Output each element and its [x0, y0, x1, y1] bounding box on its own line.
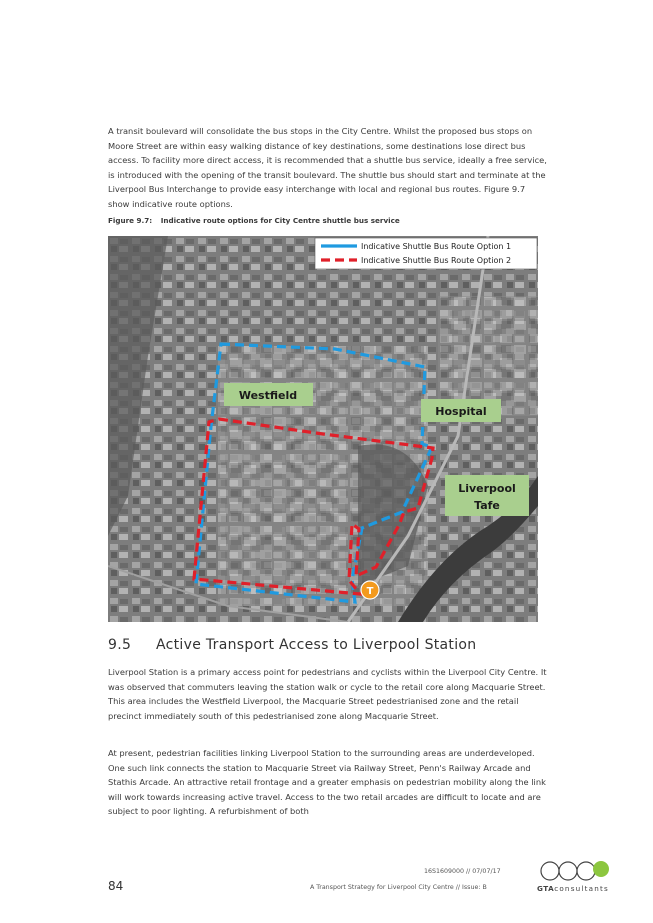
- footer-reference: 16S1609000 // 07/07/17: [424, 868, 501, 875]
- paragraph-station-access: Liverpool Station is a primary access point for pedestrians and cyclists within the Liverpool City Centre. It was observed that commuters leaving the station walk or cycle to the retail core along Macquarie Street. This area includes the Westfield Liverpool, the Macquarie Street pedestrianised zone and the retail precinct immediately south of this pedestrianised zone along Macquarie Street.: [108, 667, 547, 721]
- tafe-label-line2: Tafe: [474, 499, 500, 512]
- footer-document-title: A Transport Strategy for Liverpool City Centre // Issue: B: [310, 884, 487, 891]
- figure-caption-text: Indicative route options for City Centre shuttle bus service: [160, 216, 400, 225]
- intro-paragraph: A transit boulevard will consolidate the bus stops in the City Centre. Whilst the proposed bus stops on Moore Street are within easy walking distance of key destinations, some destinations lose direct bus access. To facility more direct access, it is recommended that a shuttle bus service, ideally a free service, is introduced with the opening of the transit boulevard. The shuttle bus should start and terminate at the Liverpool Bus Interchange to provide easy interchange with local and regional bus routes. Figure 9.7 show indicative route options.: [108, 126, 547, 209]
- figure-number: Figure 9.7:: [108, 216, 153, 225]
- section-title: Active Transport Access to Liverpool Station: [156, 637, 477, 653]
- legend-option-1: Indicative Shuttle Bus Route Option 1: [361, 242, 512, 251]
- station-marker-letter: T: [366, 586, 374, 597]
- logo-rest: consultants: [554, 884, 609, 893]
- tafe-label-line1: Liverpool: [458, 482, 516, 495]
- gta-logo-text: [537, 884, 609, 893]
- paragraph-pedestrian-facilities: At present, pedestrian facilities linking Liverpool Station to the surrounding areas are underdeveloped. One such link connects the station to Macquarie Street via Railway Street, Penn's Railway Arcade and Stathis Arcade. An attractive retail frontage and a greater emphasis on pedestrian mobility along the link will work towards increasing active travel. Access to the two retail arcades are difficult to locate and are subject to poor lighting. A refurbishment of both: [108, 748, 546, 817]
- legend-option-2: Indicative Shuttle Bus Route Option 2: [361, 256, 512, 265]
- page-number: 84: [108, 879, 124, 893]
- westfield-label: Westfield: [238, 389, 298, 402]
- route-map: [108, 236, 538, 622]
- figure-caption: [108, 216, 400, 225]
- hospital-label: Hospital: [435, 405, 487, 418]
- section-number: 9.5: [108, 637, 132, 653]
- section-heading: [108, 637, 476, 653]
- logo-bold: GTA: [537, 884, 555, 893]
- map-legend: [315, 238, 537, 269]
